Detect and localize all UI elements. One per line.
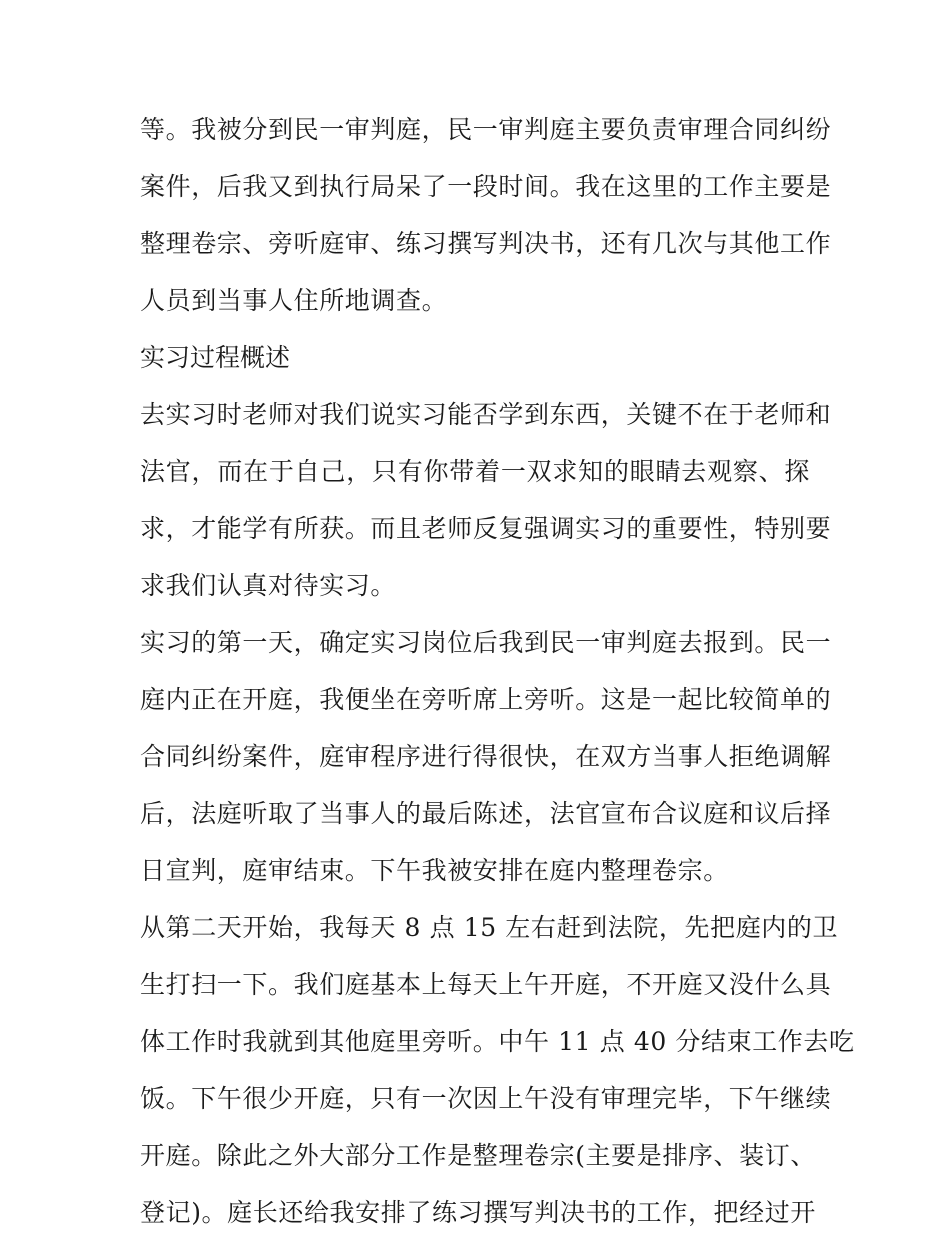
text-line: 法官，而在于自己，只有你带着一双求知的眼睛去观察、探 <box>140 457 810 486</box>
paragraph-work-assignment <box>140 107 832 335</box>
text-line: 去实习时老师对我们说实习能否学到东西，关键不在于老师和 <box>140 400 832 429</box>
text-line: 求我们认真对待实习。 <box>140 571 397 600</box>
text-line: 整理卷宗、旁听庭审、练习撰写判决书，还有几次与其他工作 <box>140 229 832 258</box>
text-line: 案件，后我又到执行局呆了一段时间。我在这里的工作主要是 <box>140 172 832 201</box>
text-line: 人员到当事人住所地调查。 <box>140 286 448 315</box>
text-line: 等。我被分到民一审判庭，民一审判庭主要负责审理合同纠纷 <box>140 115 832 144</box>
text-line: 生打扫一下。我们庭基本上每天上午开庭，不开庭又没什么具 <box>140 970 832 999</box>
paragraph-teacher-advice <box>140 392 832 620</box>
text-line: 实习的第一天，确定实习岗位后我到民一审判庭去报到。民一 <box>140 628 832 657</box>
text-line: 合同纠纷案件，庭审程序进行得很快，在双方当事人拒绝调解 <box>140 742 832 771</box>
text-line: 求，才能学有所获。而且老师反复强调实习的重要性，特别要 <box>140 514 832 543</box>
text-line: 饭。下午很少开庭，只有一次因上午没有审理完毕，下午继续 <box>140 1084 832 1113</box>
text-line: 体工作时我就到其他庭里旁听。中午 11 点 40 分结束工作去吃 <box>140 1027 855 1056</box>
section-heading: 实习过程概述 <box>140 343 291 372</box>
paragraph-first-day <box>140 620 832 905</box>
text-line: 登记)。庭长还给我安排了练习撰写判决书的工作，把经过开 <box>140 1198 816 1227</box>
text-line: 日宣判，庭审结束。下午我被安排在庭内整理卷宗。 <box>140 856 729 885</box>
text-line: 开庭。除此之外大部分工作是整理卷宗(主要是排序、装订、 <box>140 1141 816 1170</box>
text-line: 庭内正在开庭，我便坐在旁听席上旁听。这是一起比较简单的 <box>140 685 832 714</box>
text-line: 后，法庭听取了当事人的最后陈述，法官宣布合议庭和议后择 <box>140 799 832 828</box>
text-line: 从第二天开始，我每天 8 点 15 左右赶到法院，先把庭内的卫 <box>140 913 839 942</box>
paragraph-daily-routine <box>140 905 855 1247</box>
